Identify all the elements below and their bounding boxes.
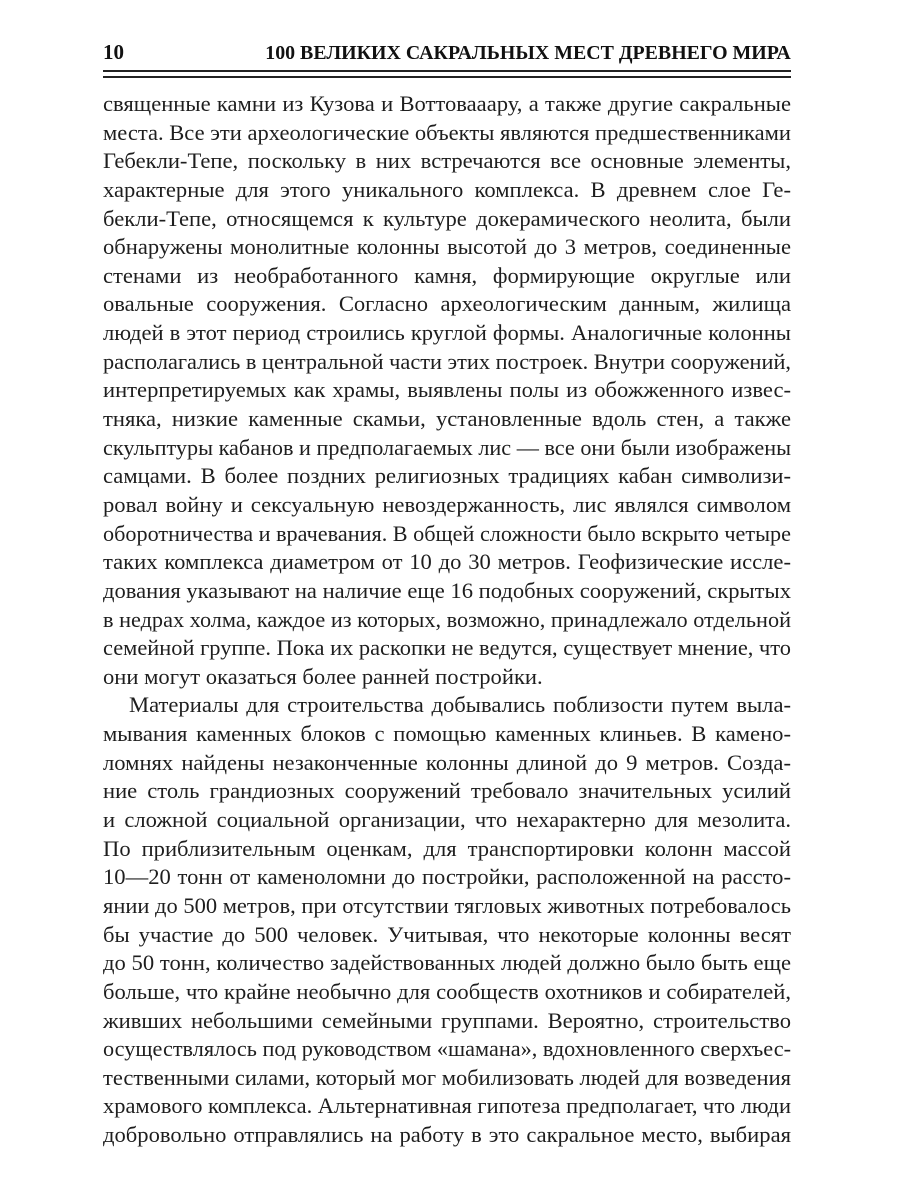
text-line: характерные для этого уникального комплекса. В древнем слое Ге- bbox=[103, 176, 791, 202]
text-line: янии до 500 метров, при отсутствии тягловых животных потребовалось bbox=[103, 892, 791, 918]
text-line: овальные сооружения. Согласно археологическим данным, жилища bbox=[103, 291, 791, 317]
text-line: в недрах холма, каждое из которых, возможно, принадлежало отдельной bbox=[103, 606, 791, 632]
text-line: больше, что крайне необычно для сообществ охотников и собирателей, bbox=[103, 978, 791, 1004]
paragraph bbox=[103, 90, 791, 691]
text-line: они могут оказаться более ранней постройки. bbox=[103, 663, 543, 689]
text-line: и сложной социальной организации, что нехарактерно для мезолита. bbox=[103, 807, 791, 833]
page-number: 10 bbox=[103, 40, 124, 64]
text-line: располагались в центральной части этих построек. Внутри сооружений, bbox=[103, 348, 791, 374]
text-line: ровал войну и сексуальную невоздержанность, лис являлся символом bbox=[103, 491, 791, 517]
text-line: мывания каменных блоков с помощью каменных клиньев. В камено- bbox=[103, 721, 791, 747]
text-line: Материалы для строительства добывались поблизости путем выла- bbox=[129, 692, 791, 718]
text-line: места. Все эти археологические объекты являются предшественниками bbox=[103, 119, 791, 145]
text-line: храмового комплекса. Альтернативная гипотеза предполагает, что люди bbox=[103, 1093, 791, 1119]
text-line: По приблизительным оценкам, для транспортировки колонн массой bbox=[103, 835, 791, 861]
text-line: до 50 тонн, количество задействованных людей должно было быть еще bbox=[103, 950, 791, 976]
text-line: бы участие до 500 человек. Учитывая, что некоторые колонны весят bbox=[103, 921, 791, 947]
book-page bbox=[103, 38, 791, 1150]
text-line: дования указывают на наличие еще 16 подобных сооружений, скрытых bbox=[103, 577, 791, 603]
text-line: оборотничества и врачевания. В общей сложности было вскрыто четыре bbox=[103, 520, 791, 546]
text-line: осуществлялось под руководством «шамана», вдохновленного сверхъес- bbox=[103, 1036, 791, 1062]
text-line: священные камни из Кузова и Воттовааару, а также другие сакральные bbox=[103, 91, 791, 116]
text-line: людей в этот период строились круглой формы. Аналогичные колонны bbox=[103, 320, 791, 346]
text-line: тняка, низкие каменные скамьи, установленные вдоль стен, а также bbox=[103, 406, 791, 432]
text-line: 10—20 тонн от каменоломни до постройки, расположенной на рассто- bbox=[103, 864, 791, 890]
text-line: бекли-Тепе, относящемся к культуре докерамического неолита, были bbox=[103, 205, 791, 231]
text-line: ломнях найдены незаконченные колонны длиной до 9 метров. Созда- bbox=[103, 749, 791, 775]
text-line: интерпретируемых как храмы, выявлены полы из обожженного извес- bbox=[103, 377, 791, 403]
header-rule-top bbox=[103, 70, 791, 72]
text-line: стенами из необработанного камня, формирующие округлые или bbox=[103, 262, 791, 288]
text-line: живших небольшими семейными группами. Вероятно, строительство bbox=[103, 1007, 791, 1033]
text-line: самцами. В более поздних религиозных традициях кабан символизи- bbox=[103, 463, 791, 489]
header-rule-bottom bbox=[103, 76, 791, 78]
body-text bbox=[103, 90, 791, 1150]
text-line: Гебекли-Тепе, поскольку в них встречаются все основные элементы, bbox=[103, 148, 791, 174]
running-title: 100 ВЕЛИКИХ САКРАЛЬНЫХ МЕСТ ДРЕВНЕГО МИРА bbox=[265, 42, 791, 64]
running-header bbox=[103, 38, 791, 66]
text-line: скульптуры кабанов и предполагаемых лис — все они были изображены bbox=[103, 434, 791, 460]
text-line: семейной группе. Пока их раскопки не ведутся, существует мнение, что bbox=[103, 635, 791, 661]
text-line: таких комплекса диаметром от 10 до 30 метров. Геофизические иссле- bbox=[103, 549, 791, 575]
text-line: ние столь грандиозных сооружений требовало значительных усилий bbox=[103, 778, 791, 804]
paragraph bbox=[103, 691, 791, 1149]
text-line: добровольно отправлялись на работу в это сакральное место, выбирая bbox=[103, 1122, 791, 1148]
text-line: обнаружены монолитные колонны высотой до 3 метров, соединенные bbox=[103, 234, 791, 260]
text-line: тественными силами, который мог мобилизовать людей для возведения bbox=[103, 1064, 791, 1090]
